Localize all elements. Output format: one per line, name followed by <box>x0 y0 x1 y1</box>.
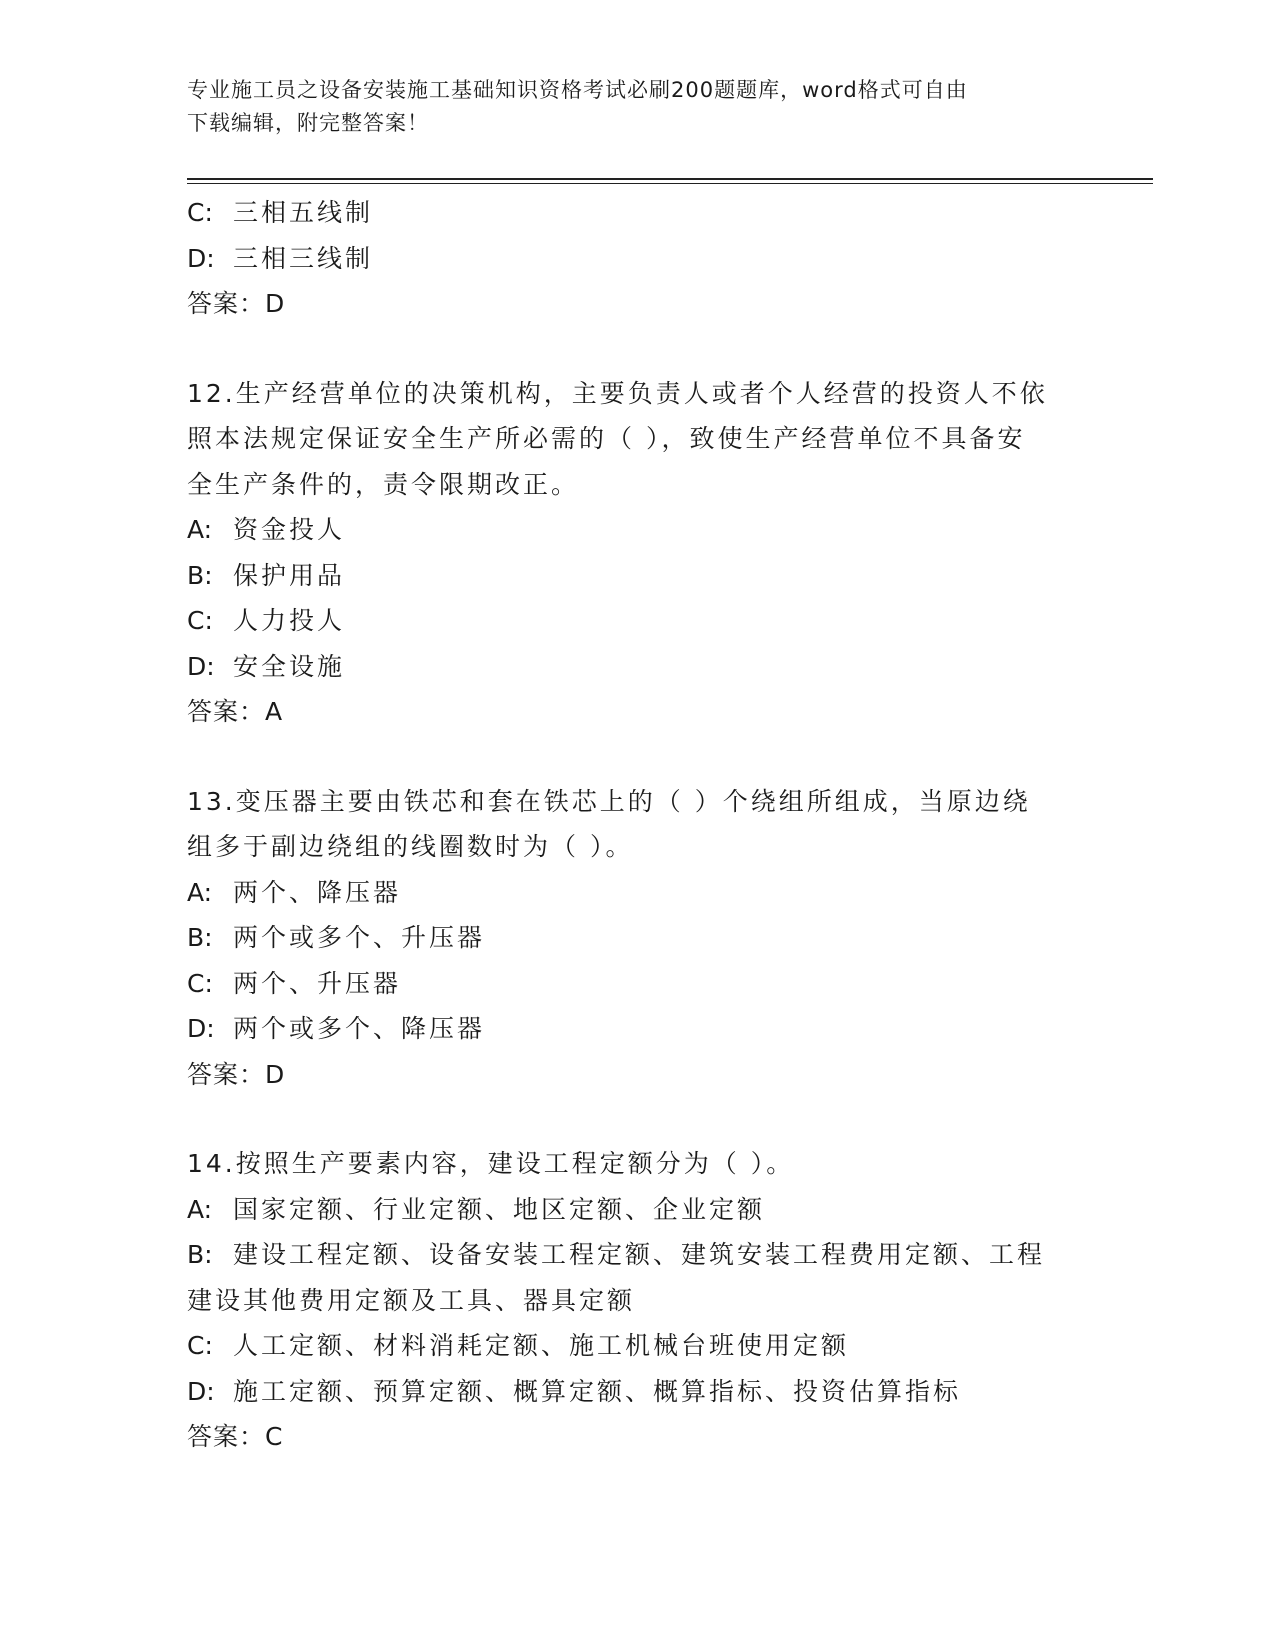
option-c <box>187 598 1087 644</box>
option-text: 资金投人 <box>233 515 346 544</box>
option-label: B: <box>187 1240 213 1269</box>
answer: 答案：D <box>187 1059 286 1089</box>
option-d <box>187 644 1087 690</box>
option-text: 施工定额、预算定额、概算定额、概算指标、投资估算指标 <box>233 1376 962 1406</box>
option-b <box>187 915 1087 961</box>
option-text: 两个或多个、降压器 <box>233 1014 486 1043</box>
option-label: B: <box>187 560 213 590</box>
question-14 <box>187 1141 1087 1460</box>
option-d <box>187 236 1087 282</box>
option-text: 三相三线制 <box>233 243 374 273</box>
option-text: 安全设施 <box>233 651 346 681</box>
option-label: D: <box>187 1376 215 1406</box>
header-title-line-1: 专业施工员之设备安装施工基础知识资格考试必刷200题题库，word格式可自由 <box>187 78 968 102</box>
option-label: B: <box>187 923 213 952</box>
option-text: 两个或多个、升压器 <box>233 923 486 952</box>
question-stem-line: 12.生产经营单位的决策机构，主要负责人或者个人经营的投资人不依 <box>187 378 1048 408</box>
option-text: 人工定额、材料消耗定额、施工机械台班使用定额 <box>233 1331 850 1360</box>
option-label: D: <box>187 1014 215 1043</box>
option-label: A: <box>187 1194 213 1224</box>
option-text: 建设工程定额、设备安装工程定额、建筑安装工程费用定额、工程 <box>233 1240 1046 1269</box>
page-header <box>187 74 1067 140</box>
option-b <box>187 553 1087 599</box>
option-b <box>187 1232 1087 1278</box>
option-label: C: <box>187 968 213 998</box>
option-d <box>187 1369 1087 1415</box>
option-a <box>187 1187 1087 1233</box>
option-text: 两个、升压器 <box>233 968 402 998</box>
option-label: A: <box>187 877 213 907</box>
option-text: 人力投人 <box>233 606 346 635</box>
option-text: 保护用品 <box>233 560 346 590</box>
option-c <box>187 190 1087 236</box>
option-text: 国家定额、行业定额、地区定额、企业定额 <box>233 1194 766 1224</box>
option-c <box>187 1323 1087 1369</box>
question-stem-line: 照本法规定保证安全生产所必需的（ ），致使生产经营单位不具备安 <box>187 424 1026 453</box>
answer: 答案：A <box>187 697 284 726</box>
option-text: 两个、降压器 <box>233 877 402 907</box>
option-d <box>187 1006 1087 1052</box>
option-c <box>187 961 1087 1007</box>
question-stem-line: 13.变压器主要由铁芯和套在铁芯上的（ ）个绕组所组成，当原边绕 <box>187 786 1031 816</box>
question-11-tail <box>187 190 1087 327</box>
question-13 <box>187 779 1087 1098</box>
option-b-continued: 建设其他费用定额及工具、器具定额 <box>187 1285 636 1315</box>
option-a <box>187 507 1087 553</box>
option-a <box>187 870 1087 916</box>
option-label: C: <box>187 1331 213 1360</box>
header-title-line-2: 下载编辑，附完整答案！ <box>187 111 429 135</box>
question-stem-line: 全生产条件的，责令限期改正。 <box>187 469 580 499</box>
option-label: C: <box>187 606 213 635</box>
question-stem-line: 14.按照生产要素内容，建设工程定额分为（ ）。 <box>187 1149 795 1178</box>
question-stem-line: 组多于副边绕组的线圈数时为（ ）。 <box>187 832 634 861</box>
answer: 答案：D <box>187 289 286 318</box>
option-label: A: <box>187 515 213 544</box>
option-text: 三相五线制 <box>233 198 374 227</box>
header-divider-thin <box>187 183 1153 184</box>
option-label: C: <box>187 198 213 227</box>
question-12 <box>187 371 1087 735</box>
question-content <box>187 190 1087 1460</box>
option-label: D: <box>187 243 215 273</box>
header-divider-thick <box>187 178 1153 180</box>
answer: 答案：C <box>187 1422 284 1451</box>
option-label: D: <box>187 651 215 681</box>
